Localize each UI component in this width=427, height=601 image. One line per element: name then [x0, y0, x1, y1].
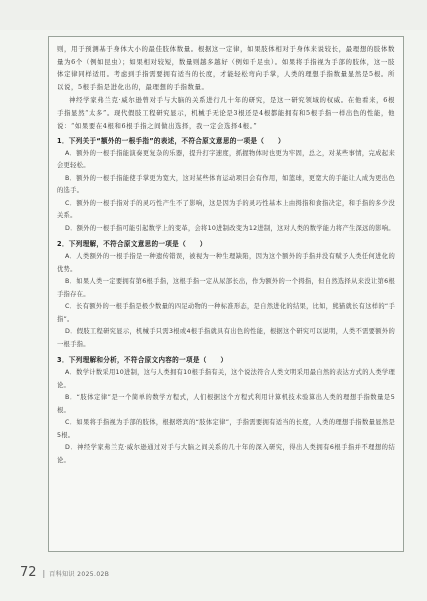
option-d: D．神经学家弗兰克·威尔逊通过对手与大脑之间关系的几十年的深入研究，得出人类拥有6根手指并不理想的结论。 [57, 444, 395, 464]
article-body [57, 43, 395, 467]
question-title: 3．下列理解和分析，不符合原文内容的一项是（ ） [57, 356, 228, 365]
question-1 [57, 135, 395, 235]
question-3 [57, 354, 395, 467]
option-b: B．如果人类一定要拥有第6根手指，这根手指一定从尿部长出，作为额外的一个拇指，但自然选择从来没让第6根手指存在。 [57, 278, 395, 298]
footer-separator: | [42, 569, 46, 578]
magazine-issue: 百科知识 2025.02B [49, 571, 110, 578]
option-a: A．数学计数采用10进制，这与人类拥有10根手指有关，这个说法符合人类文明采用最自然的表达方式的人类学理论。 [57, 369, 395, 389]
article-frame [48, 36, 404, 552]
option-a: A．人类额外的一根手指是一种遗传错误，被视为一种生理缺陷，因为这个额外的手指并没有赋予人类任何进化的优势。 [57, 253, 395, 273]
option-c: C．长有额外的一根手指是极少数量的四足动物的一种标准形态，是自然进化的结果，比如，熊猫就长有这样的“手指”。 [57, 303, 395, 323]
intro-paragraph-1: 则，用于预测基于身体大小的最佳肢体数量。根据这一定律，如果肢体相对于身体来说较长，最理想的肢体数量为6个（例如昆虫）；如果相对较短，数量则越多越好（例如千足虫）。如果将手指视为手部的肢体，这一肢体定律同样适用。考虑到手指需要拥有适当的长度，才能轻松弯向手掌，人类的理想手指数量显然是5根。所以说，5根手指是进化出的，最理想的手指数量。 [57, 45, 395, 91]
option-c: C．额外的一根手指对手的灵巧性产生不了影响，这是因为手的灵巧性基本上由拇指和食指决定，和手指的多少没关系。 [57, 199, 395, 220]
page-top-margin [0, 0, 427, 30]
option-d: D．假肢工程研究显示，机械手只需3根或4根手指就具有出色的性能，根据这个研究可以说明，人类不需要额外的一根手指。 [57, 328, 395, 348]
intro-paragraph-2: 神经学家弗兰克·威尔逊曾对手与大脑的关系进行几十年的研究，是这一研究领域的权威。在他看来，6根手指显然“太多”。现代假肢工程研究显示，机械手无论是3根还是4根都能拥有和5根手指一样出色的性能，他说：“如果要在4根和6根手指之间做出选择，我一定会选择4根。” [57, 96, 395, 130]
page-footer [20, 565, 109, 585]
option-d: D．额外的一根手指可能引起数学上的变革，会将10进制改变为12进制，这对人类的数学能力将产生深远的影响。 [65, 224, 395, 232]
page-number: 72 [20, 565, 37, 580]
option-c: C．如果将手指视为手部的肢体，根据塔宾的“肢体定律”，手指需要拥有适当的长度，人类的理想手指数量显然是5根。 [57, 419, 395, 439]
question-title: 1．下列关于“额外的一根手指”的表述，不符合原文意思的一项是（ ） [57, 137, 285, 146]
option-b: B．“肢体定律”是一个简单的数学方程式，人们根据这个方程式利用计算机技术验算出人类的理想手指数量是5根。 [57, 394, 395, 414]
option-b: B．额外的一根手指能使手掌更为宽大，这对某些体育运动项目会有作用，如篮球，更宽大的手能让人成为更出色的选手。 [57, 174, 395, 195]
question-2 [57, 238, 395, 351]
option-a: A．额外的一根手指能演奏更复杂的乐器，提升打字速度，抓握物体时也更为牢固，总之，对某些事情，完成起来会更轻松。 [57, 149, 395, 170]
question-title: 2．下列理解，不符合原文意思的一项是（ ） [57, 240, 207, 249]
